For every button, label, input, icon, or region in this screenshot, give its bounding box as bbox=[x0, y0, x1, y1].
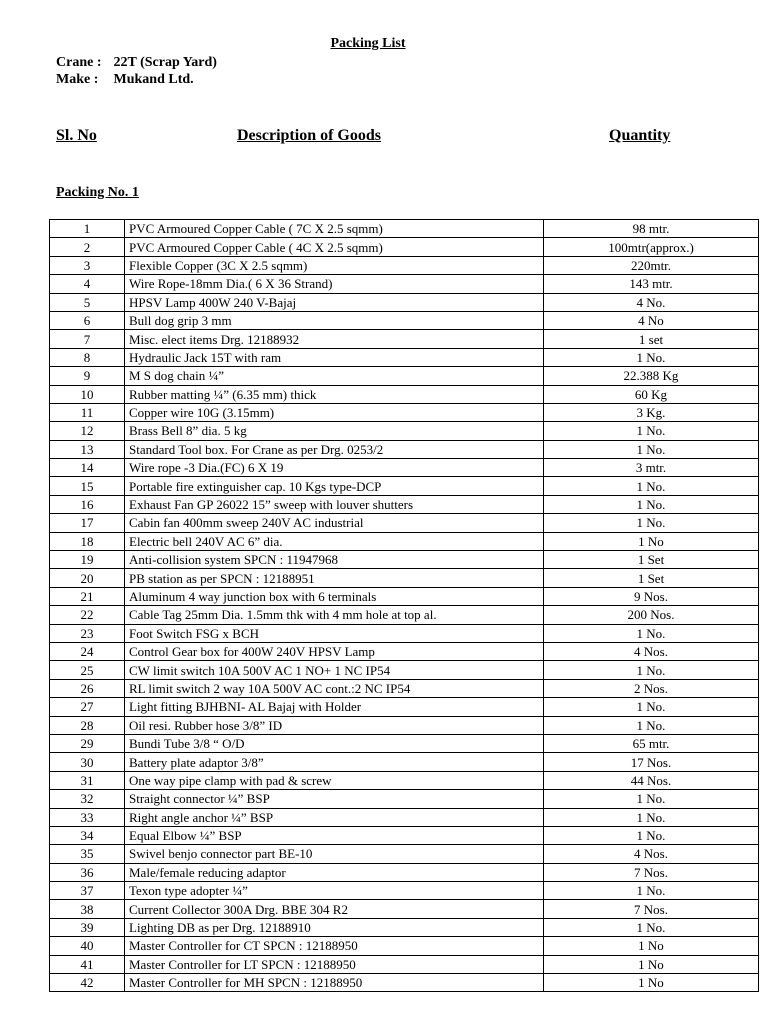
table-row bbox=[50, 900, 759, 918]
make-value: Mukand Ltd. bbox=[113, 72, 194, 87]
quantity-cell: 1 Set bbox=[544, 569, 759, 587]
quantity-cell: 1 Set bbox=[544, 551, 759, 569]
description-cell: Exhaust Fan GP 26022 15” sweep with louver shutters bbox=[125, 495, 544, 513]
description-cell: Brass Bell 8” dia. 5 kg bbox=[125, 422, 544, 440]
sl-no-cell: 18 bbox=[50, 532, 125, 550]
description-cell: Cabin fan 400mm sweep 240V AC industrial bbox=[125, 514, 544, 532]
quantity-cell: 1 No. bbox=[544, 882, 759, 900]
sl-no-cell: 13 bbox=[50, 440, 125, 458]
quantity-cell: 3 mtr. bbox=[544, 459, 759, 477]
description-cell: Anti-collision system SPCN : 11947968 bbox=[125, 551, 544, 569]
quantity-cell: 4 No. bbox=[544, 293, 759, 311]
description-cell: Bundi Tube 3/8 “ O/D bbox=[125, 734, 544, 752]
sl-no-heading: Sl. No bbox=[56, 127, 97, 144]
table-row bbox=[50, 753, 759, 771]
description-cell: Right angle anchor ¼” BSP bbox=[125, 808, 544, 826]
description-cell: RL limit switch 2 way 10A 500V AC cont.:2 NC IP54 bbox=[125, 679, 544, 697]
quantity-cell: 4 No bbox=[544, 311, 759, 329]
sl-no-cell: 7 bbox=[50, 330, 125, 348]
quantity-cell: 44 Nos. bbox=[544, 771, 759, 789]
quantity-cell: 98 mtr. bbox=[544, 220, 759, 238]
quantity-cell: 4 Nos. bbox=[544, 845, 759, 863]
table-row bbox=[50, 937, 759, 955]
table-row bbox=[50, 551, 759, 569]
quantity-cell: 2 Nos. bbox=[544, 679, 759, 697]
quantity-cell: 1 No. bbox=[544, 790, 759, 808]
crane-line bbox=[56, 55, 217, 71]
description-cell: Standard Tool box. For Crane as per Drg. 0253/2 bbox=[125, 440, 544, 458]
table-row bbox=[50, 882, 759, 900]
sl-no-cell: 1 bbox=[50, 220, 125, 238]
description-cell: PB station as per SPCN : 12188951 bbox=[125, 569, 544, 587]
quantity-cell: 17 Nos. bbox=[544, 753, 759, 771]
quantity-cell: 1 No. bbox=[544, 624, 759, 642]
description-cell: Aluminum 4 way junction box with 6 terminals bbox=[125, 587, 544, 605]
table-row bbox=[50, 606, 759, 624]
make-label: Make : bbox=[56, 72, 99, 87]
quantity-cell: 1 No. bbox=[544, 422, 759, 440]
description-cell: Lighting DB as per Drg. 12188910 bbox=[125, 918, 544, 936]
table-row bbox=[50, 661, 759, 679]
sl-no-cell: 14 bbox=[50, 459, 125, 477]
table-row bbox=[50, 311, 759, 329]
sl-no-cell: 39 bbox=[50, 918, 125, 936]
table-row bbox=[50, 826, 759, 844]
description-cell: M S dog chain ¼” bbox=[125, 367, 544, 385]
table-row bbox=[50, 918, 759, 936]
quantity-cell: 1 No. bbox=[544, 348, 759, 366]
table-row bbox=[50, 679, 759, 697]
description-cell: Electric bell 240V AC 6” dia. bbox=[125, 532, 544, 550]
table-row bbox=[50, 863, 759, 881]
quantity-cell: 1 No. bbox=[544, 808, 759, 826]
table-row bbox=[50, 569, 759, 587]
table-row bbox=[50, 256, 759, 274]
sl-no-cell: 23 bbox=[50, 624, 125, 642]
table-row bbox=[50, 495, 759, 513]
table-row bbox=[50, 955, 759, 973]
quantity-cell: 1 No. bbox=[544, 477, 759, 495]
quantity-cell: 1 set bbox=[544, 330, 759, 348]
quantity-cell: 1 No. bbox=[544, 918, 759, 936]
description-cell: Equal Elbow ¼” BSP bbox=[125, 826, 544, 844]
description-cell: Wire rope -3 Dia.(FC) 6 X 19 bbox=[125, 459, 544, 477]
table-row bbox=[50, 385, 759, 403]
items-table-body bbox=[50, 220, 759, 992]
sl-no-cell: 31 bbox=[50, 771, 125, 789]
items-table bbox=[49, 219, 759, 992]
sl-no-cell: 4 bbox=[50, 275, 125, 293]
sl-no-cell: 19 bbox=[50, 551, 125, 569]
sl-no-cell: 25 bbox=[50, 661, 125, 679]
quantity-cell: 7 Nos. bbox=[544, 863, 759, 881]
description-cell: Straight connector ¼” BSP bbox=[125, 790, 544, 808]
sl-no-cell: 10 bbox=[50, 385, 125, 403]
description-cell: Foot Switch FSG x BCH bbox=[125, 624, 544, 642]
table-row bbox=[50, 642, 759, 660]
sl-no-cell: 28 bbox=[50, 716, 125, 734]
sl-no-cell: 36 bbox=[50, 863, 125, 881]
sl-no-cell: 32 bbox=[50, 790, 125, 808]
table-row bbox=[50, 845, 759, 863]
table-row bbox=[50, 716, 759, 734]
table-row bbox=[50, 348, 759, 366]
quantity-cell: 1 No bbox=[544, 937, 759, 955]
table-row bbox=[50, 459, 759, 477]
quantity-cell: 1 No. bbox=[544, 440, 759, 458]
table-row bbox=[50, 790, 759, 808]
document-title: Packing List bbox=[330, 36, 406, 51]
description-cell: Copper wire 10G (3.15mm) bbox=[125, 403, 544, 421]
quantity-heading: Quantity bbox=[609, 127, 671, 144]
description-cell: One way pipe clamp with pad & screw bbox=[125, 771, 544, 789]
sl-no-cell: 27 bbox=[50, 698, 125, 716]
sl-no-cell: 2 bbox=[50, 238, 125, 256]
sl-no-cell: 30 bbox=[50, 753, 125, 771]
quantity-cell: 4 Nos. bbox=[544, 642, 759, 660]
sl-no-cell: 35 bbox=[50, 845, 125, 863]
sl-no-cell: 3 bbox=[50, 256, 125, 274]
sl-no-cell: 6 bbox=[50, 311, 125, 329]
description-cell: Wire Rope-18mm Dia.( 6 X 36 Strand) bbox=[125, 275, 544, 293]
description-cell: Master Controller for MH SPCN : 12188950 bbox=[125, 974, 544, 992]
quantity-cell: 7 Nos. bbox=[544, 900, 759, 918]
description-cell: PVC Armoured Copper Cable ( 7C X 2.5 sqmm) bbox=[125, 220, 544, 238]
quantity-cell: 1 No bbox=[544, 955, 759, 973]
description-cell: Master Controller for LT SPCN : 12188950 bbox=[125, 955, 544, 973]
quantity-cell: 1 No. bbox=[544, 661, 759, 679]
table-row bbox=[50, 808, 759, 826]
description-cell: Master Controller for CT SPCN : 12188950 bbox=[125, 937, 544, 955]
quantity-cell: 1 No. bbox=[544, 495, 759, 513]
sl-no-cell: 42 bbox=[50, 974, 125, 992]
sl-no-cell: 41 bbox=[50, 955, 125, 973]
description-cell: Light fitting BJHBNI- AL Bajaj with Holder bbox=[125, 698, 544, 716]
description-heading: Description of Goods bbox=[237, 127, 381, 144]
sl-no-cell: 21 bbox=[50, 587, 125, 605]
table-row bbox=[50, 422, 759, 440]
sl-no-cell: 33 bbox=[50, 808, 125, 826]
table-row bbox=[50, 220, 759, 238]
table-row bbox=[50, 275, 759, 293]
quantity-cell: 1 No. bbox=[544, 698, 759, 716]
make-line bbox=[56, 72, 194, 88]
table-row bbox=[50, 293, 759, 311]
sl-no-cell: 38 bbox=[50, 900, 125, 918]
sl-no-cell: 37 bbox=[50, 882, 125, 900]
table-row bbox=[50, 698, 759, 716]
description-cell: Texon type adopter ¼” bbox=[125, 882, 544, 900]
crane-label: Crane : bbox=[56, 55, 102, 70]
quantity-cell: 1 No. bbox=[544, 826, 759, 844]
sl-no-cell: 22 bbox=[50, 606, 125, 624]
sl-no-cell: 8 bbox=[50, 348, 125, 366]
quantity-cell: 22.388 Kg bbox=[544, 367, 759, 385]
table-row bbox=[50, 477, 759, 495]
crane-value: 22T (Scrap Yard) bbox=[113, 55, 217, 70]
description-cell: Flexible Copper (3C X 2.5 sqmm) bbox=[125, 256, 544, 274]
sl-no-cell: 40 bbox=[50, 937, 125, 955]
table-row bbox=[50, 771, 759, 789]
description-cell: Bull dog grip 3 mm bbox=[125, 311, 544, 329]
table-row bbox=[50, 238, 759, 256]
table-row bbox=[50, 974, 759, 992]
table-row bbox=[50, 367, 759, 385]
description-cell: Oil resi. Rubber hose 3/8” ID bbox=[125, 716, 544, 734]
description-cell: CW limit switch 10A 500V AC 1 NO+ 1 NC IP54 bbox=[125, 661, 544, 679]
table-row bbox=[50, 532, 759, 550]
description-cell: Misc. elect items Drg. 12188932 bbox=[125, 330, 544, 348]
sl-no-cell: 20 bbox=[50, 569, 125, 587]
table-row bbox=[50, 440, 759, 458]
quantity-cell: 3 Kg. bbox=[544, 403, 759, 421]
quantity-cell: 65 mtr. bbox=[544, 734, 759, 752]
sl-no-cell: 29 bbox=[50, 734, 125, 752]
description-cell: Rubber matting ¼” (6.35 mm) thick bbox=[125, 385, 544, 403]
sl-no-cell: 11 bbox=[50, 403, 125, 421]
packing-number: Packing No. 1 bbox=[56, 185, 139, 200]
description-cell: Hydraulic Jack 15T with ram bbox=[125, 348, 544, 366]
description-cell: Battery plate adaptor 3/8” bbox=[125, 753, 544, 771]
sl-no-cell: 12 bbox=[50, 422, 125, 440]
sl-no-cell: 5 bbox=[50, 293, 125, 311]
quantity-cell: 60 Kg bbox=[544, 385, 759, 403]
sl-no-cell: 26 bbox=[50, 679, 125, 697]
quantity-cell: 1 No bbox=[544, 974, 759, 992]
quantity-cell: 100mtr(approx.) bbox=[544, 238, 759, 256]
description-cell: Swivel benjo connector part BE-10 bbox=[125, 845, 544, 863]
quantity-cell: 220mtr. bbox=[544, 256, 759, 274]
table-row bbox=[50, 514, 759, 532]
description-cell: PVC Armoured Copper Cable ( 4C X 2.5 sqmm) bbox=[125, 238, 544, 256]
quantity-cell: 1 No. bbox=[544, 716, 759, 734]
quantity-cell: 9 Nos. bbox=[544, 587, 759, 605]
sl-no-cell: 24 bbox=[50, 642, 125, 660]
sl-no-cell: 17 bbox=[50, 514, 125, 532]
description-cell: Control Gear box for 400W 240V HPSV Lamp bbox=[125, 642, 544, 660]
table-row bbox=[50, 403, 759, 421]
description-cell: Cable Tag 25mm Dia. 1.5mm thk with 4 mm hole at top al. bbox=[125, 606, 544, 624]
description-cell: Current Collector 300A Drg. BBE 304 R2 bbox=[125, 900, 544, 918]
description-cell: Portable fire extinguisher cap. 10 Kgs type-DCP bbox=[125, 477, 544, 495]
description-cell: Male/female reducing adaptor bbox=[125, 863, 544, 881]
quantity-cell: 200 Nos. bbox=[544, 606, 759, 624]
quantity-cell: 1 No. bbox=[544, 514, 759, 532]
table-row bbox=[50, 734, 759, 752]
sl-no-cell: 16 bbox=[50, 495, 125, 513]
quantity-cell: 143 mtr. bbox=[544, 275, 759, 293]
table-row bbox=[50, 330, 759, 348]
table-row bbox=[50, 624, 759, 642]
sl-no-cell: 34 bbox=[50, 826, 125, 844]
quantity-cell: 1 No bbox=[544, 532, 759, 550]
sl-no-cell: 9 bbox=[50, 367, 125, 385]
sl-no-cell: 15 bbox=[50, 477, 125, 495]
table-row bbox=[50, 587, 759, 605]
description-cell: HPSV Lamp 400W 240 V-Bajaj bbox=[125, 293, 544, 311]
